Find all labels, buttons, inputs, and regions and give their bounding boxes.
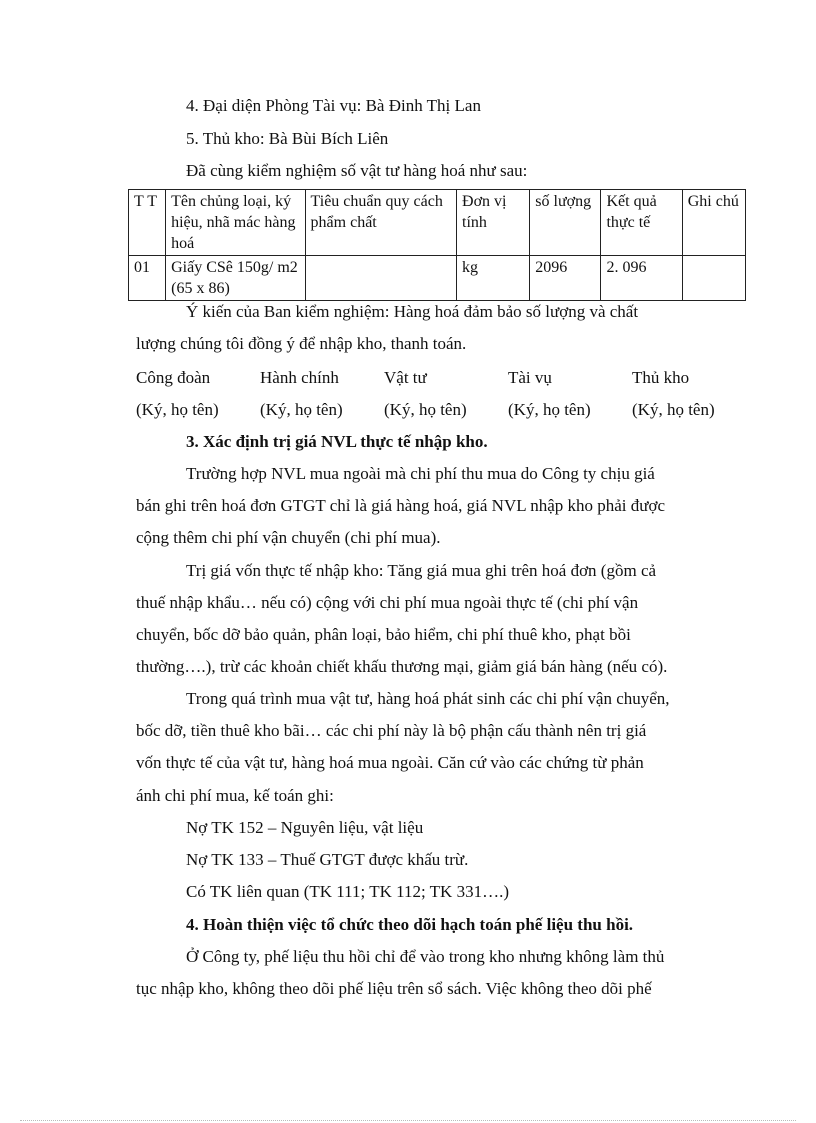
paragraph-line: chuyển, bốc dỡ bảo quản, phân loại, bảo hiểm, chi phí thuê kho, phạt bồi [136,625,631,644]
signature-label: (Ký, họ tên) [632,400,715,419]
signature-role: Tài vụ [508,368,552,387]
signature-role: Công đoàn [136,368,211,387]
inspection-table [128,189,746,301]
paragraph-line: thuế nhập khẩu… nếu có) cộng với chi phí mua ngoài thực tế (chi phí vận [136,593,639,612]
signature-role: Hành chính [260,368,339,387]
header-cell: Kết quả thực tế [601,190,682,256]
intro-line-4: 4. Đại diện Phòng Tài vụ: Bà Đinh Thị Lan [186,96,481,115]
header-cell: Ghi chú [682,190,745,256]
entry-credit: Có TK liên quan (TK 111; TK 112; TK 331….) [186,882,509,901]
paragraph-line: Ở Công ty, phế liệu thu hồi chỉ để vào trong kho nhưng không làm thủ [186,947,665,966]
paragraph-line: Trường hợp NVL mua ngoài mà chi phí thu mua do Công ty chịu giá [186,464,655,483]
header-cell: Tiêu chuẩn quy cách phẩm chất [305,190,456,256]
signature-labels [136,399,756,421]
header-cell: Đơn vị tính [457,190,530,256]
table-cell: Giấy CSê 150g/ m2 (65 x 86) [166,256,305,301]
header-cell: số lượng [530,190,601,256]
opinion-line-2: lượng chúng tôi đồng ý để nhập kho, thanh toán. [136,334,467,353]
table-cell [305,256,456,301]
section-3-heading: 3. Xác định trị giá NVL thực tế nhập kho. [186,432,488,451]
paragraph-line: Trị giá vốn thực tế nhập kho: Tăng giá mua ghi trên hoá đơn (gồm cả [186,561,657,580]
paragraph-line: cộng thêm chi phí vận chuyển (chi phí mua). [136,528,441,547]
signature-roles [136,367,756,389]
paragraph-line: Trong quá trình mua vật tư, hàng hoá phát sinh các chi phí vận chuyển, [186,689,670,708]
paragraph-line: thường….), trừ các khoản chiết khấu thương mại, giảm giá bán hàng (nếu có). [136,657,668,676]
opinion-line-1: Ý kiến của Ban kiểm nghiệm: Hàng hoá đảm bảo số lượng và chất [186,302,639,321]
header-cell: Tên chủng loại, ký hiệu, nhã mác hàng hoá [166,190,305,256]
entry-debit-152: Nợ TK 152 – Nguyên liệu, vật liệu [186,818,424,837]
table-cell [682,256,745,301]
entry-debit-133: Nợ TK 133 – Thuế GTGT được khấu trừ. [186,850,469,869]
table-cell: 01 [129,256,166,301]
section-4-heading: 4. Hoàn thiện việc tổ chức theo dõi hạch toán phế liệu thu hồi. [186,915,634,934]
paragraph-line: vốn thực tế của vật tư, hàng hoá mua ngoài. Căn cứ vào các chứng từ phản [136,753,644,772]
table-header-row [129,190,746,256]
intro-lead: Đã cùng kiểm nghiệm số vật tư hàng hoá như sau: [186,161,528,180]
paragraph-line: ánh chi phí mua, kế toán ghi: [136,786,334,805]
paragraph-line: bán ghi trên hoá đơn GTGT chỉ là giá hàng hoá, giá NVL nhập kho phải được [136,496,666,515]
page-bottom-divider [20,1120,796,1121]
signature-label: (Ký, họ tên) [508,400,591,419]
signature-role: Thủ kho [632,368,690,387]
intro-line-5: 5. Thủ kho: Bà Bùi Bích Liên [186,129,389,148]
signature-label: (Ký, họ tên) [384,400,467,419]
paragraph-line: bốc dỡ, tiền thuê kho bãi… các chi phí này là bộ phận cấu thành nên trị giá [136,721,647,740]
header-cell: T T [129,190,166,256]
signature-role: Vật tư [384,368,427,387]
table-cell: 2. 096 [601,256,682,301]
signature-label: (Ký, họ tên) [260,400,343,419]
paragraph-line: tục nhập kho, không theo dõi phế liệu trên sổ sách. Việc không theo dõi phế [136,979,652,998]
signature-label: (Ký, họ tên) [136,400,219,419]
table-cell: kg [457,256,530,301]
table-cell: 2096 [530,256,601,301]
table-row [129,256,746,301]
